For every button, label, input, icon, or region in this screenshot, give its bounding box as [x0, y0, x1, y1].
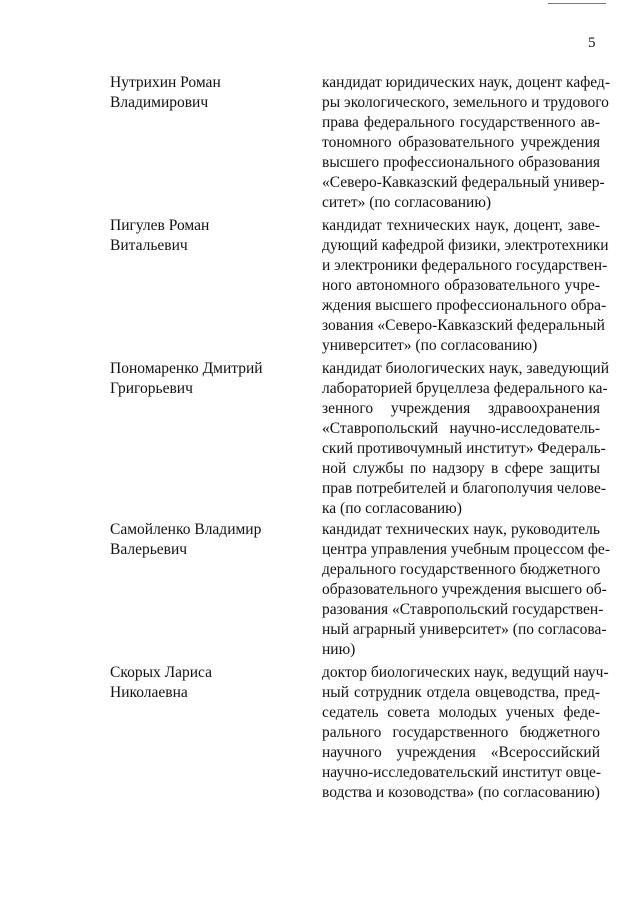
member-description — [322, 73, 610, 213]
top-edge-line — [548, 3, 606, 4]
member-name — [110, 216, 300, 256]
description-line: лабораторией бруцеллеза федерального ка- — [322, 380, 608, 397]
member-description — [322, 520, 610, 660]
member-name — [110, 520, 300, 560]
description-line: права федерального государственного ав- — [322, 114, 600, 131]
description-line: дерального государственного бюджетного — [322, 561, 601, 578]
description-line: ный сотрудник отдела овцеводства, пред- — [322, 684, 600, 701]
description-line: зования «Северо-Кавказский федеральный — [322, 317, 605, 334]
description-line: кандидат биологических наук, заведующий — [322, 360, 609, 377]
description-line: доктор биологических наук, ведущий науч- — [322, 664, 609, 681]
description-line: водства и козоводства» (по согласованию) — [322, 784, 600, 801]
member-patronymic-line: Валерьевич — [110, 541, 188, 558]
description-line: кандидат юридических наук, доцент кафед- — [322, 74, 610, 91]
description-line: ры экологического, земельного и трудового — [322, 94, 609, 111]
member-surname-line: Нутрихин Роман — [110, 74, 221, 91]
description-line: нию) — [322, 641, 356, 658]
description-line: высшего профессионального образования — [322, 154, 600, 171]
description-line: научно-исследовательский институт овце- — [322, 764, 602, 781]
page-number: 5 — [588, 35, 596, 51]
member-surname-line: Скорых Лариса — [110, 664, 213, 681]
description-line: прав потребителей и благополучия челове- — [322, 480, 607, 497]
description-line: разования «Ставропольский государствен- — [322, 601, 604, 618]
description-line: кандидат технических наук, доцент, заве- — [322, 217, 600, 234]
description-line: ситет» (по согласованию) — [322, 194, 492, 211]
description-line: ной службы по надзору в сфере защиты — [322, 460, 600, 477]
member-name — [110, 73, 300, 113]
description-line: зенного учреждения здравоохранения — [322, 400, 600, 417]
member-patronymic-line: Григорьевич — [110, 380, 193, 397]
member-name — [110, 663, 300, 703]
description-line: «Ставропольский научно-исследователь- — [322, 420, 600, 437]
description-line: дующий кафедрой физики, электротехники — [322, 237, 609, 254]
description-line: ждения высшего профессионального обра- — [322, 297, 607, 314]
description-line: и электроники федерального государствен- — [322, 257, 608, 274]
member-patronymic-line: Владимирович — [110, 94, 209, 111]
description-line: кандидат технических наук, руководитель — [322, 521, 600, 538]
description-line: тономного образовательного учреждения — [322, 134, 600, 151]
member-description — [322, 663, 609, 803]
description-line: ный аграрный университет» (по согласова- — [322, 621, 607, 638]
description-line: научного учреждения «Всероссийский — [322, 744, 600, 761]
member-name — [110, 359, 300, 399]
description-line: ский противочумный институт» Федераль- — [322, 440, 606, 457]
description-line: ного автономного образовательного учре- — [322, 277, 600, 294]
description-line: образовательного учреждения высшего об- — [322, 581, 607, 598]
description-line: центра управления учебным процессом фе- — [322, 541, 610, 558]
member-surname-line: Пигулев Роман — [110, 217, 210, 234]
member-surname-line: Пономаренко Дмитрий — [110, 360, 263, 377]
description-line: рального государственного бюджетного — [322, 724, 600, 741]
description-line: университет» (по согласованию) — [322, 337, 538, 354]
member-patronymic-line: Николаевна — [110, 684, 188, 701]
member-description — [322, 216, 609, 356]
description-line: ка (по согласованию) — [322, 500, 462, 517]
member-patronymic-line: Витальевич — [110, 237, 188, 254]
member-description — [322, 359, 609, 519]
member-surname-line: Самойленко Владимир — [110, 521, 262, 538]
description-line: «Северо-Кавказский федеральный универ- — [322, 174, 605, 191]
description-line: седатель совета молодых ученых феде- — [322, 704, 600, 721]
